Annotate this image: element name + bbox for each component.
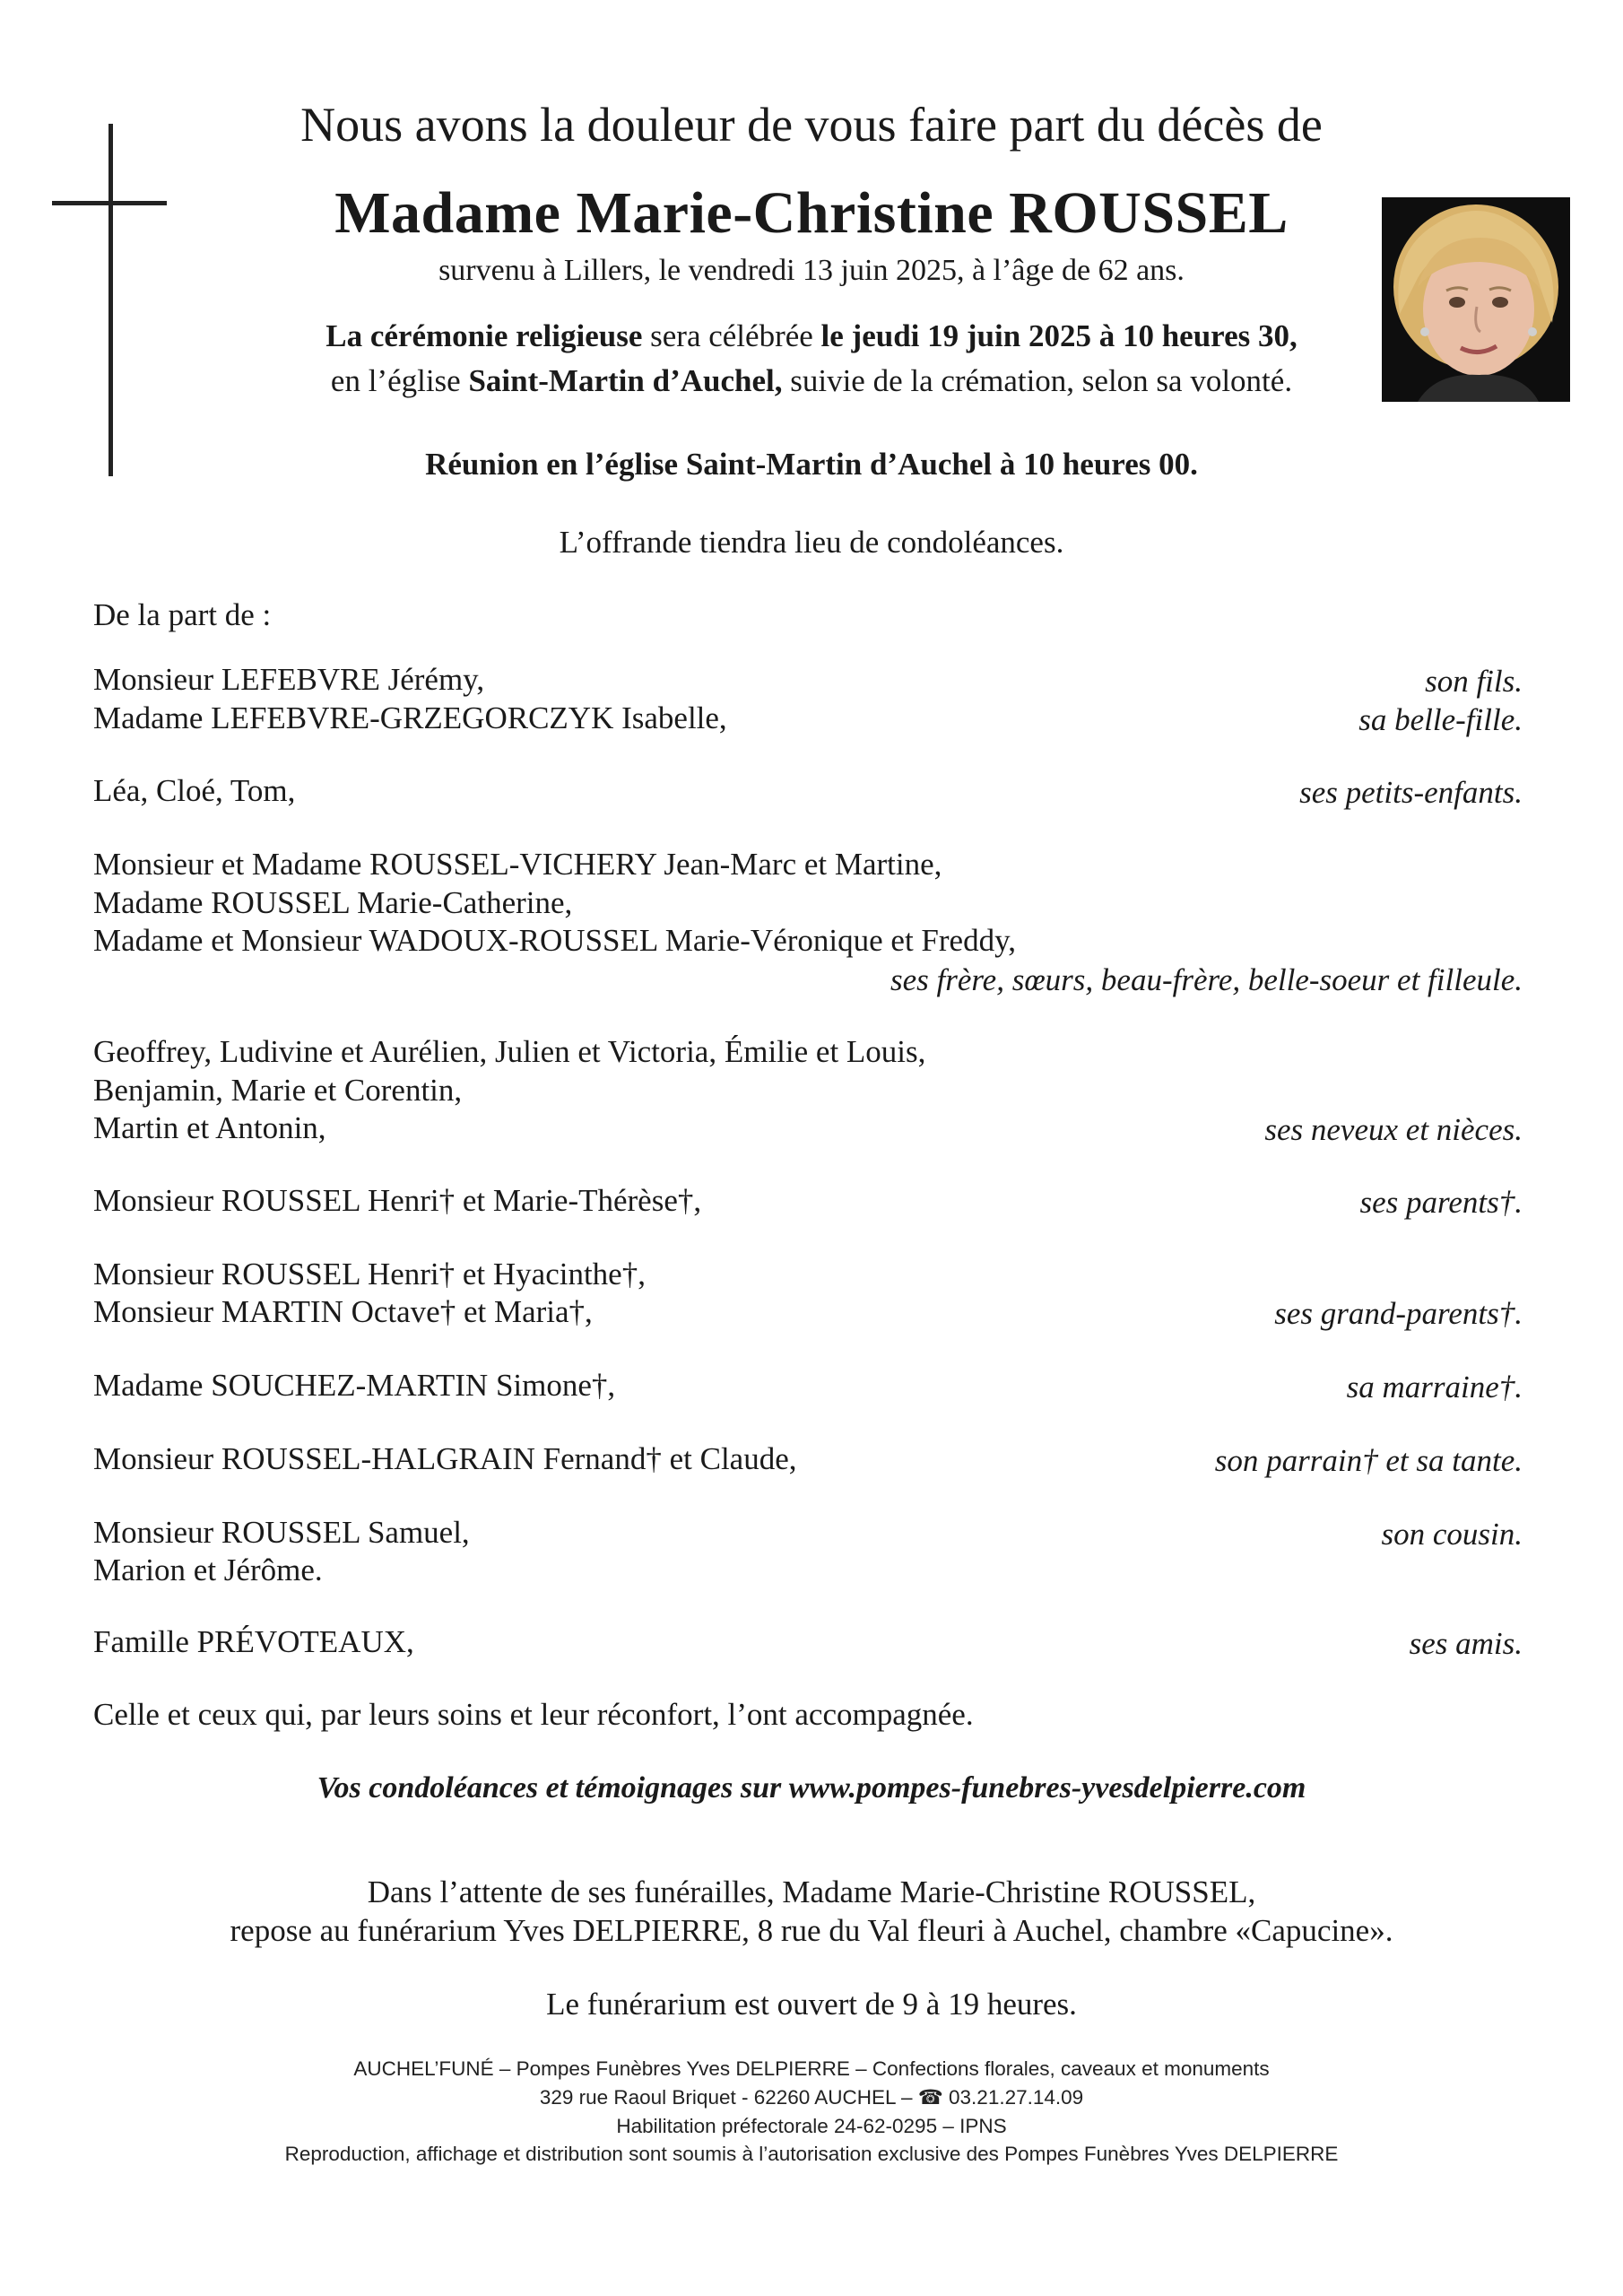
family-relation: ses grand-parents†. [1274,1296,1523,1331]
family-line: Léa, Cloé, Tom, [93,773,296,808]
family-line: Marion et Jérôme. [93,1552,323,1587]
funerarium-line-1: Dans l’attente de ses funérailles, Madame Marie-Christine ROUSSEL, [367,1874,1256,1909]
announcement-intro: Nous avons la douleur de vous faire part du décès de [300,98,1323,152]
family-relation: son parrain† et sa tante. [1214,1443,1523,1478]
ceremony-cremation: suivie de la crémation, selon sa volonté. [782,363,1293,398]
footer-habilitation: Habilitation préfectorale 24-62-0295 – IPNS [616,2115,1007,2137]
family-line: Martin et Antonin, [93,1110,326,1145]
family-line: Madame et Monsieur WADOUX-ROUSSEL Marie-Véronique et Freddy, [93,923,1017,958]
family-line: Benjamin, Marie et Corentin, [93,1073,463,1108]
ceremony-label: La cérémonie religieuse [325,318,643,353]
family-relation: ses amis. [1409,1626,1523,1661]
ceremony-verb: sera célébrée [642,318,821,353]
ceremony-line-1 [0,318,1623,354]
ceremony-date: le jeudi 19 juin 2025 à 10 heures 30, [820,318,1298,353]
ceremony-line-2 [0,363,1623,399]
footer-address: 329 rue Raoul Briquet - 62260 AUCHEL – ☎ 03.21.27.14.09 [539,2086,1084,2109]
offrande-notice: L’offrande tiendra lieu de condoléances. [559,525,1064,560]
reunion-notice: Réunion en l’église Saint-Martin d’Auchel à 10 heures 00. [425,447,1198,482]
family-relation: ses neveux et nièces. [1264,1112,1523,1147]
family-line: Celle et ceux qui, par leurs soins et leur réconfort, l’ont accompagnée. [93,1697,974,1732]
family-line: Monsieur ROUSSEL-HALGRAIN Fernand† et Claude, [93,1441,797,1476]
family-line: Famille PRÉVOTEAUX, [93,1624,414,1659]
funerarium-hours: Le funérarium est ouvert de 9 à 19 heures. [546,1987,1077,2022]
footer-copyright: Reproduction, affichage et distribution sont soumis à l’autorisation exclusive des Pompes Funèbres Yves DELPIERRE [284,2143,1339,2165]
de-la-part-label: De la part de : [93,597,272,632]
family-line: Monsieur MARTIN Octave† et Maria†, [93,1294,593,1329]
family-relation: ses frère, sœurs, beau-frère, belle-soeur et filleule. [890,962,1523,997]
family-relation: sa belle-fille. [1358,702,1523,737]
family-line: Monsieur LEFEBVRE Jérémy, [93,662,485,697]
family-relation: son fils. [1425,664,1523,699]
family-relation: sa marraine†. [1346,1370,1523,1405]
family-relation: ses parents†. [1359,1185,1523,1220]
ceremony-church: Saint-Martin d’Auchel, [468,363,783,398]
ceremony-place-prefix: en l’église [330,363,469,398]
family-line: Monsieur et Madame ROUSSEL-VICHERY Jean-Marc et Martine, [93,847,942,882]
family-relation: son cousin. [1381,1517,1523,1552]
family-relation: ses petits-enfants. [1299,775,1523,810]
family-line: Madame SOUCHEZ-MARTIN Simone†, [93,1368,616,1403]
family-line: Geoffrey, Ludivine et Aurélien, Julien et Victoria, Émilie et Louis, [93,1034,926,1069]
death-details: survenu à Lillers, le vendredi 13 juin 2025, à l’âge de 62 ans. [438,254,1185,287]
family-line: Monsieur ROUSSEL Henri† et Marie-Thérèse†, [93,1183,702,1218]
family-line: Monsieur ROUSSEL Samuel, [93,1515,470,1550]
family-line: Madame LEFEBVRE-GRZEGORCZYK Isabelle, [93,700,727,735]
cross-vertical-bar [108,124,113,476]
footer-company: AUCHEL’FUNÉ – Pompes Funèbres Yves DELPIERRE – Confections florales, caveaux et monuments [353,2057,1270,2080]
funerarium-line-2: repose au funérarium Yves DELPIERRE, 8 rue du Val fleuri à Auchel, chambre «Capucine». [230,1913,1393,1948]
family-line: Madame ROUSSEL Marie-Catherine, [93,885,573,920]
deceased-name: Madame Marie-Christine ROUSSEL [334,180,1289,246]
condolences-website: Vos condoléances et témoignages sur www.pompes-funebres-yvesdelpierre.com [317,1771,1306,1805]
family-line: Monsieur ROUSSEL Henri† et Hyacinthe†, [93,1257,646,1292]
